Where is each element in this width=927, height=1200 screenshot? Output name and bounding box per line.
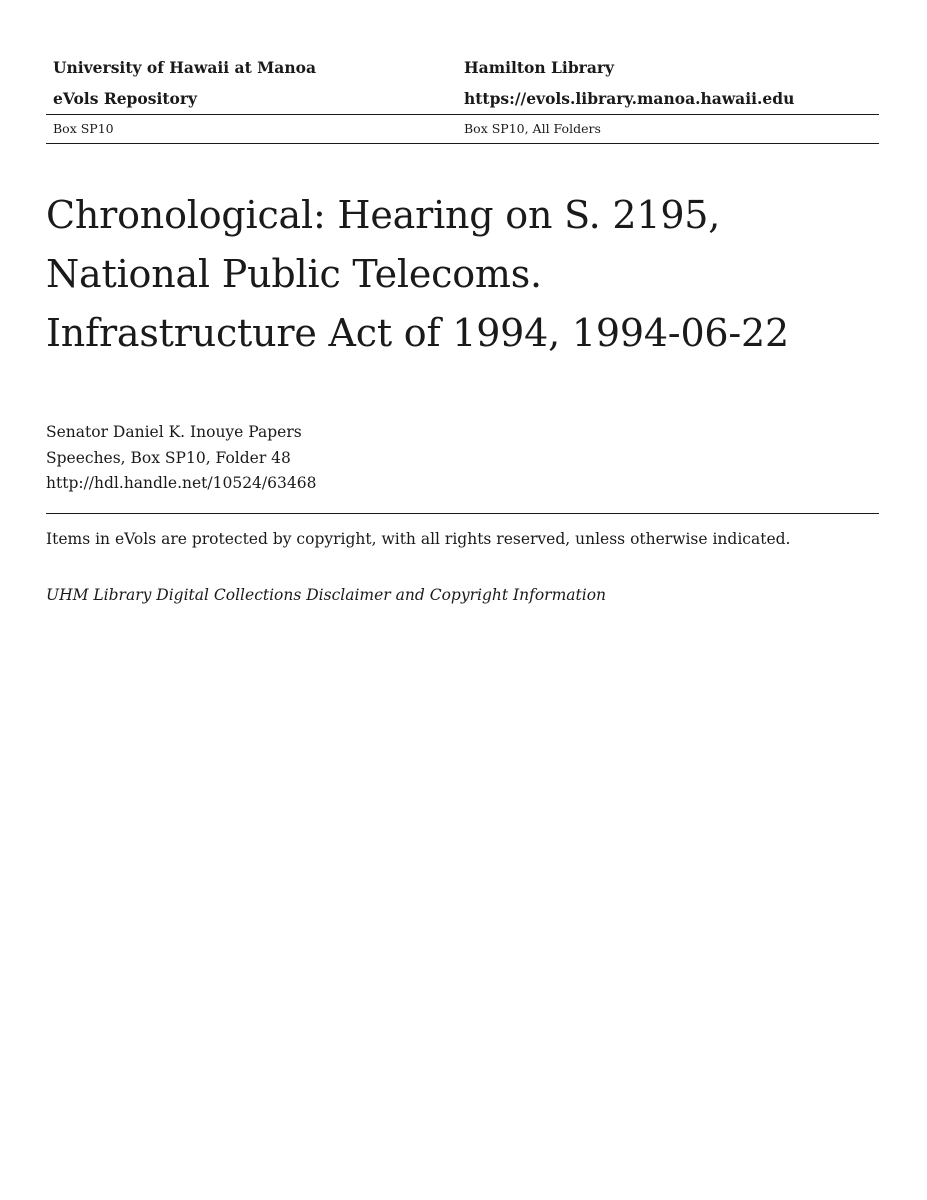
collection-name: Senator Daniel K. Inouye Papers (46, 423, 302, 441)
header-table (46, 52, 879, 144)
section-divider (46, 513, 879, 514)
institution-name: University of Hawaii at Manoa (53, 58, 316, 77)
rights-statement: Items in eVols are protected by copyright, with all rights reserved, unless otherwise indicated. (46, 530, 791, 548)
document-metadata (46, 420, 316, 497)
title-line-1: Chronological: Hearing on S. 2195, (46, 193, 721, 237)
repository-url[interactable]: https://evols.library.manoa.hawaii.edu (464, 89, 795, 108)
header-row-institution (46, 52, 879, 83)
header-rule-bottom (46, 143, 879, 144)
document-title (46, 186, 886, 363)
header-row-repository (46, 83, 879, 114)
handle-link[interactable]: http://hdl.handle.net/10524/63468 (46, 474, 317, 492)
disclaimer-link[interactable]: UHM Library Digital Collections Disclaimer and Copyright Information (46, 586, 607, 604)
title-line-3: Infrastructure Act of 1994, 1994-06-22 (46, 311, 789, 355)
repository-name: eVols Repository (53, 89, 198, 108)
title-line-2: National Public Telecoms. (46, 252, 542, 296)
header-row-box (46, 115, 879, 143)
folder-location: Speeches, Box SP10, Folder 48 (46, 448, 291, 467)
box-label-left: Box SP10 (53, 121, 114, 136)
library-name: Hamilton Library (464, 58, 615, 77)
box-label-right: Box SP10, All Folders (464, 121, 601, 136)
